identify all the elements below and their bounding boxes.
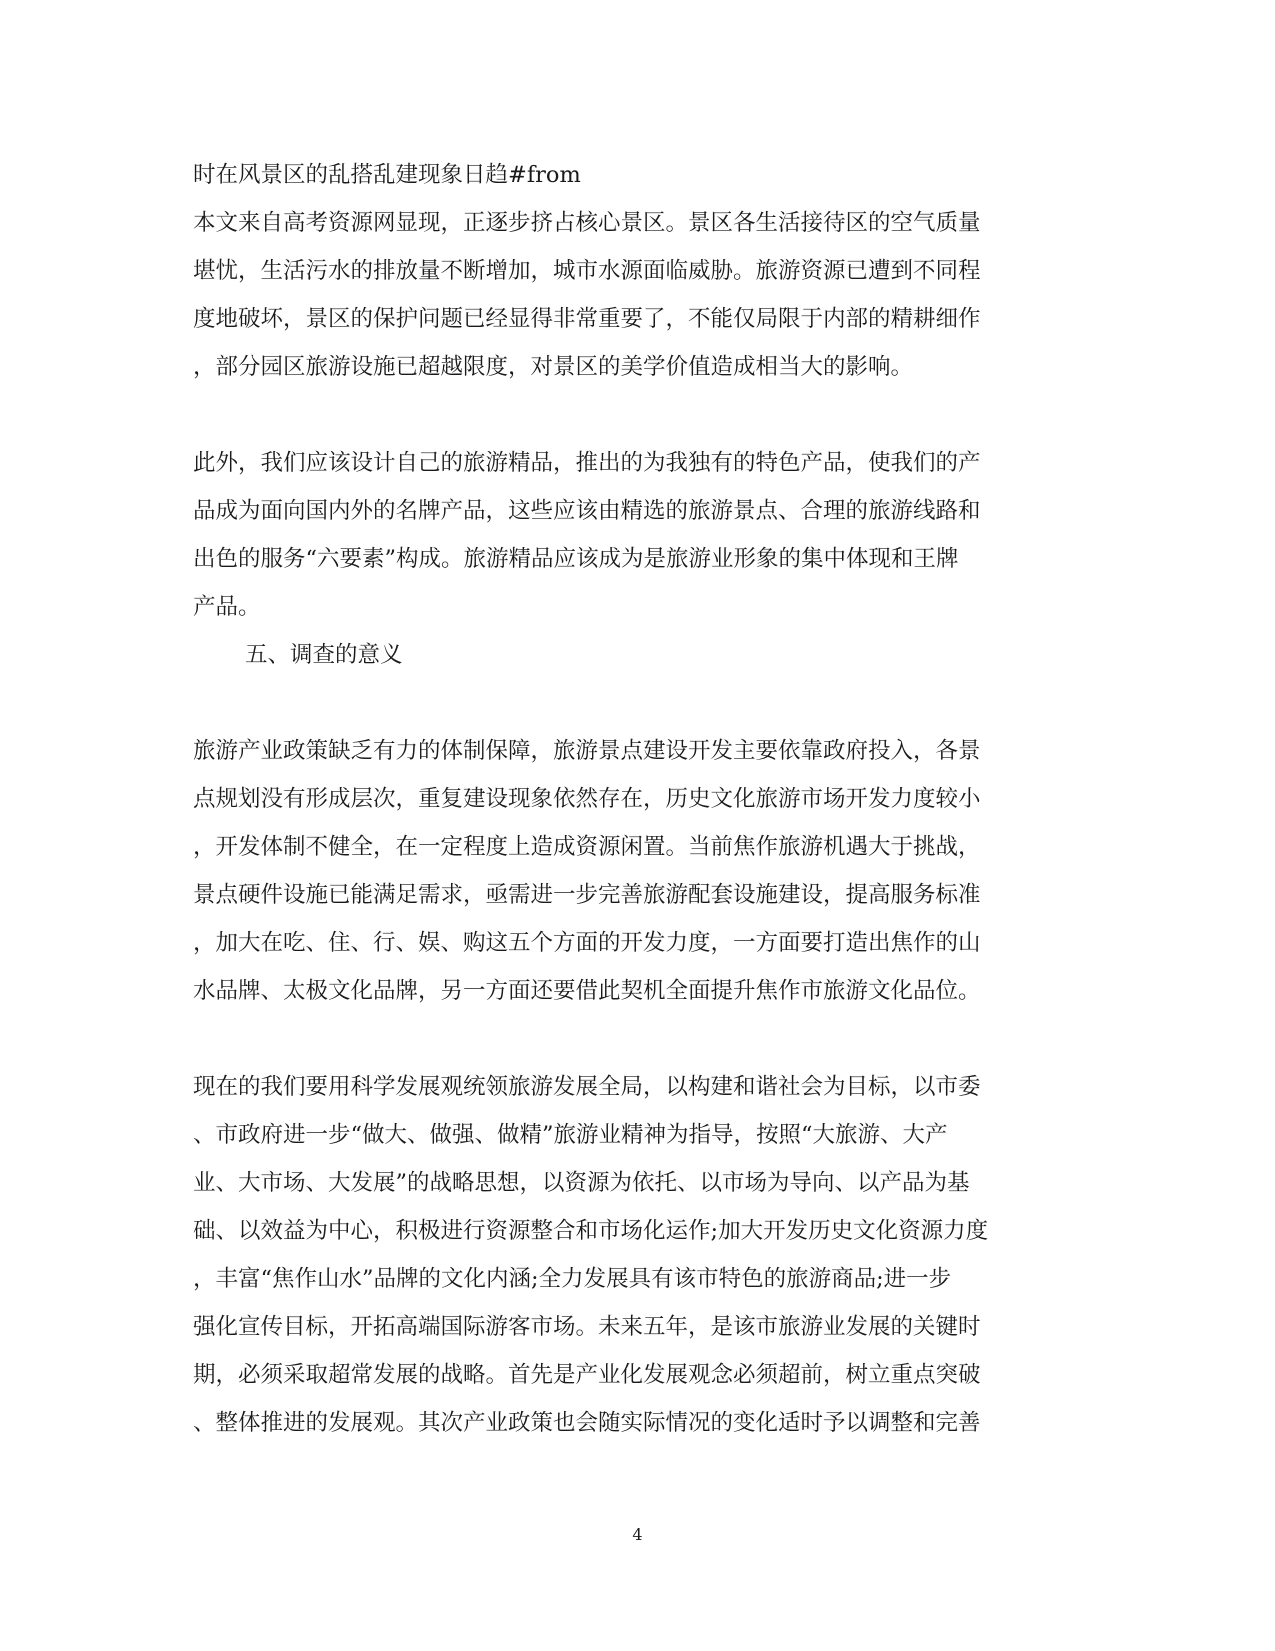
text-line: ，丰富“焦作山水”品牌的文化内涵;全力发展具有该市特色的旅游商品;进一步 [193,1266,952,1292]
text-line: 、市政府进一步“做大、做强、做精”旅游业精神为指导，按照“大旅游、大产 [193,1122,948,1148]
text-line: ，开发体制不健全，在一定程度上造成资源闲置。当前焦作旅游机遇大于挑战， [193,834,981,860]
paragraph-gap [193,391,1078,439]
text-line: 水品牌、太极文化品牌，另一方面还要借此契机全面提升焦作市旅游文化品位。 [193,978,981,1004]
text-line: 此外，我们应该设计自己的旅游精品，推出的为我独有的特色产品，使我们的产 [193,450,981,476]
text-line: 度地破坏，景区的保护问题已经显得非常重要了，不能仅局限于内部的精耕细作 [193,306,981,332]
text-line: 业、大市场、大发展”的战略思想，以资源为依托、以市场为导向、以产品为基 [193,1170,970,1196]
page-number: 4 [632,1525,643,1544]
text-line: 景点硬件设施已能满足需求，亟需进一步完善旅游配套设施建设，提高服务标准 [193,882,981,908]
text-line: 点规划没有形成层次，重复建设现象依然存在，历史文化旅游市场开发力度较小 [193,786,981,812]
text-line: 产品。 [193,594,261,620]
paragraph-gap [193,1015,1078,1063]
body-text [193,151,1078,1447]
text-line: 品成为面向国内外的名牌产品，这些应该由精选的旅游景点、合理的旅游线路和 [193,498,981,524]
text-line: 旅游产业政策缺乏有力的体制保障，旅游景点建设开发主要依靠政府投入，各景 [193,738,981,764]
text-line: 时在风景区的乱搭乱建现象日趋#from [193,162,581,188]
text-line: ，加大在吃、住、行、娱、购这五个方面的开发力度，一方面要打造出焦作的山 [193,930,981,956]
text-line: 强化宣传目标，开拓高端国际游客市场。未来五年，是该市旅游业发展的关键时 [193,1314,981,1340]
text-line: 、整体推进的发展观。其次产业政策也会随实际情况的变化适时予以调整和完善 [193,1410,981,1436]
paragraph-gap [193,679,1078,727]
text-line: 现在的我们要用科学发展观统领旅游发展全局，以构建和谐社会为目标，以市委 [193,1074,981,1100]
text-line: ，部分园区旅游设施已超越限度，对景区的美学价值造成相当大的影响。 [193,354,914,380]
text-line: 本文来自高考资源网显现，正逐步挤占核心景区。景区各生活接待区的空气质量 [193,210,981,236]
text-line: 堪忧，生活污水的排放量不断增加，城市水源面临威胁。旅游资源已遭到不同程 [193,258,981,284]
section-heading: 五、调查的意义 [245,642,403,668]
text-line: 础、以效益为中心，积极进行资源整合和市场化运作;加大开发历史文化资源力度 [193,1218,989,1244]
text-line: 期，必须采取超常发展的战略。首先是产业化发展观念必须超前，树立重点突破 [193,1362,981,1388]
text-line: 出色的服务“六要素”构成。旅游精品应该成为是旅游业形象的集中体现和王牌 [193,546,959,572]
